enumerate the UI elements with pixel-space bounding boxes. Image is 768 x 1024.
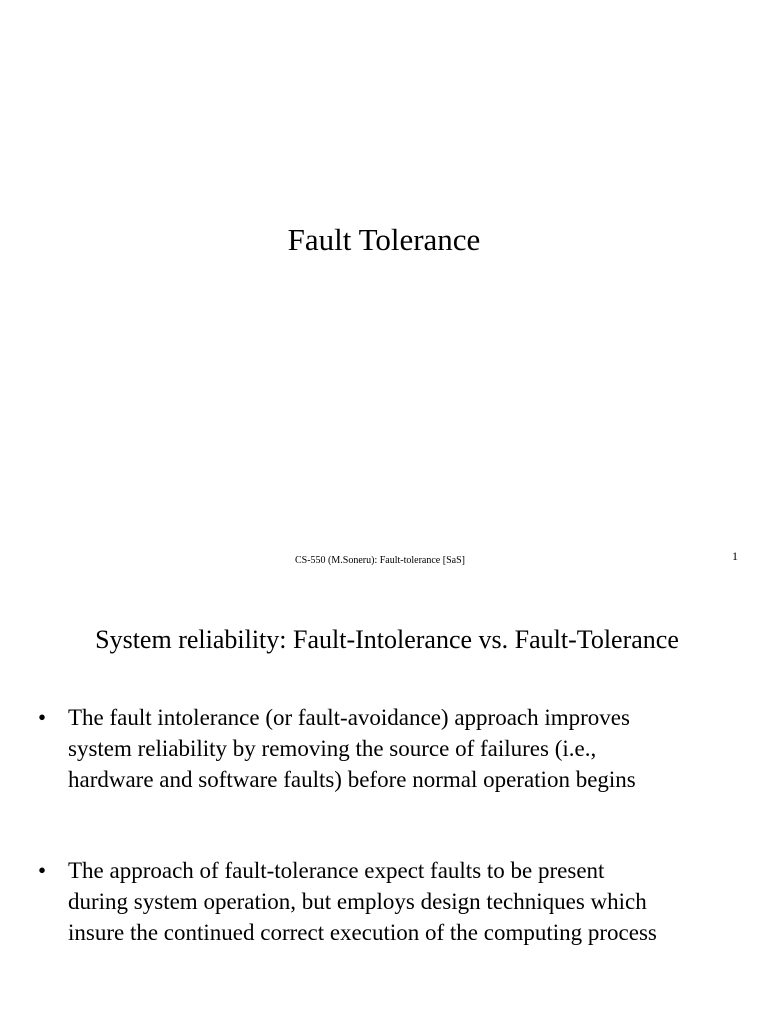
bullet-text	[68, 855, 728, 948]
bullet-line: hardware and software faults) before normal operation begins	[68, 767, 636, 792]
slide-title: Fault Tolerance	[287, 222, 481, 257]
bullet-line: The approach of fault-tolerance expect faults to be present	[68, 858, 605, 883]
slide-footer: CS-550 (M.Soneru): Fault-tolerance [SaS]	[295, 555, 465, 566]
bullet-line: insure the continued correct execution of the computing process	[68, 920, 657, 945]
bullet-item	[38, 855, 728, 948]
bullet-marker: •	[38, 858, 47, 883]
bullet-line: during system operation, but employs design techniques which	[68, 889, 647, 914]
bullet-text	[68, 702, 728, 795]
bullet-item	[38, 702, 728, 795]
bullet-line: The fault intolerance (or fault-avoidance) approach improves	[68, 705, 630, 730]
bullet-line: system reliability by removing the source of failures (i.e.,	[68, 736, 597, 761]
slide-title: System reliability: Fault-Intolerance vs. Fault-Tolerance	[95, 625, 679, 654]
bullet-marker: •	[38, 705, 47, 730]
slide-2	[0, 590, 768, 1024]
slide-page-number: 1	[732, 549, 738, 563]
